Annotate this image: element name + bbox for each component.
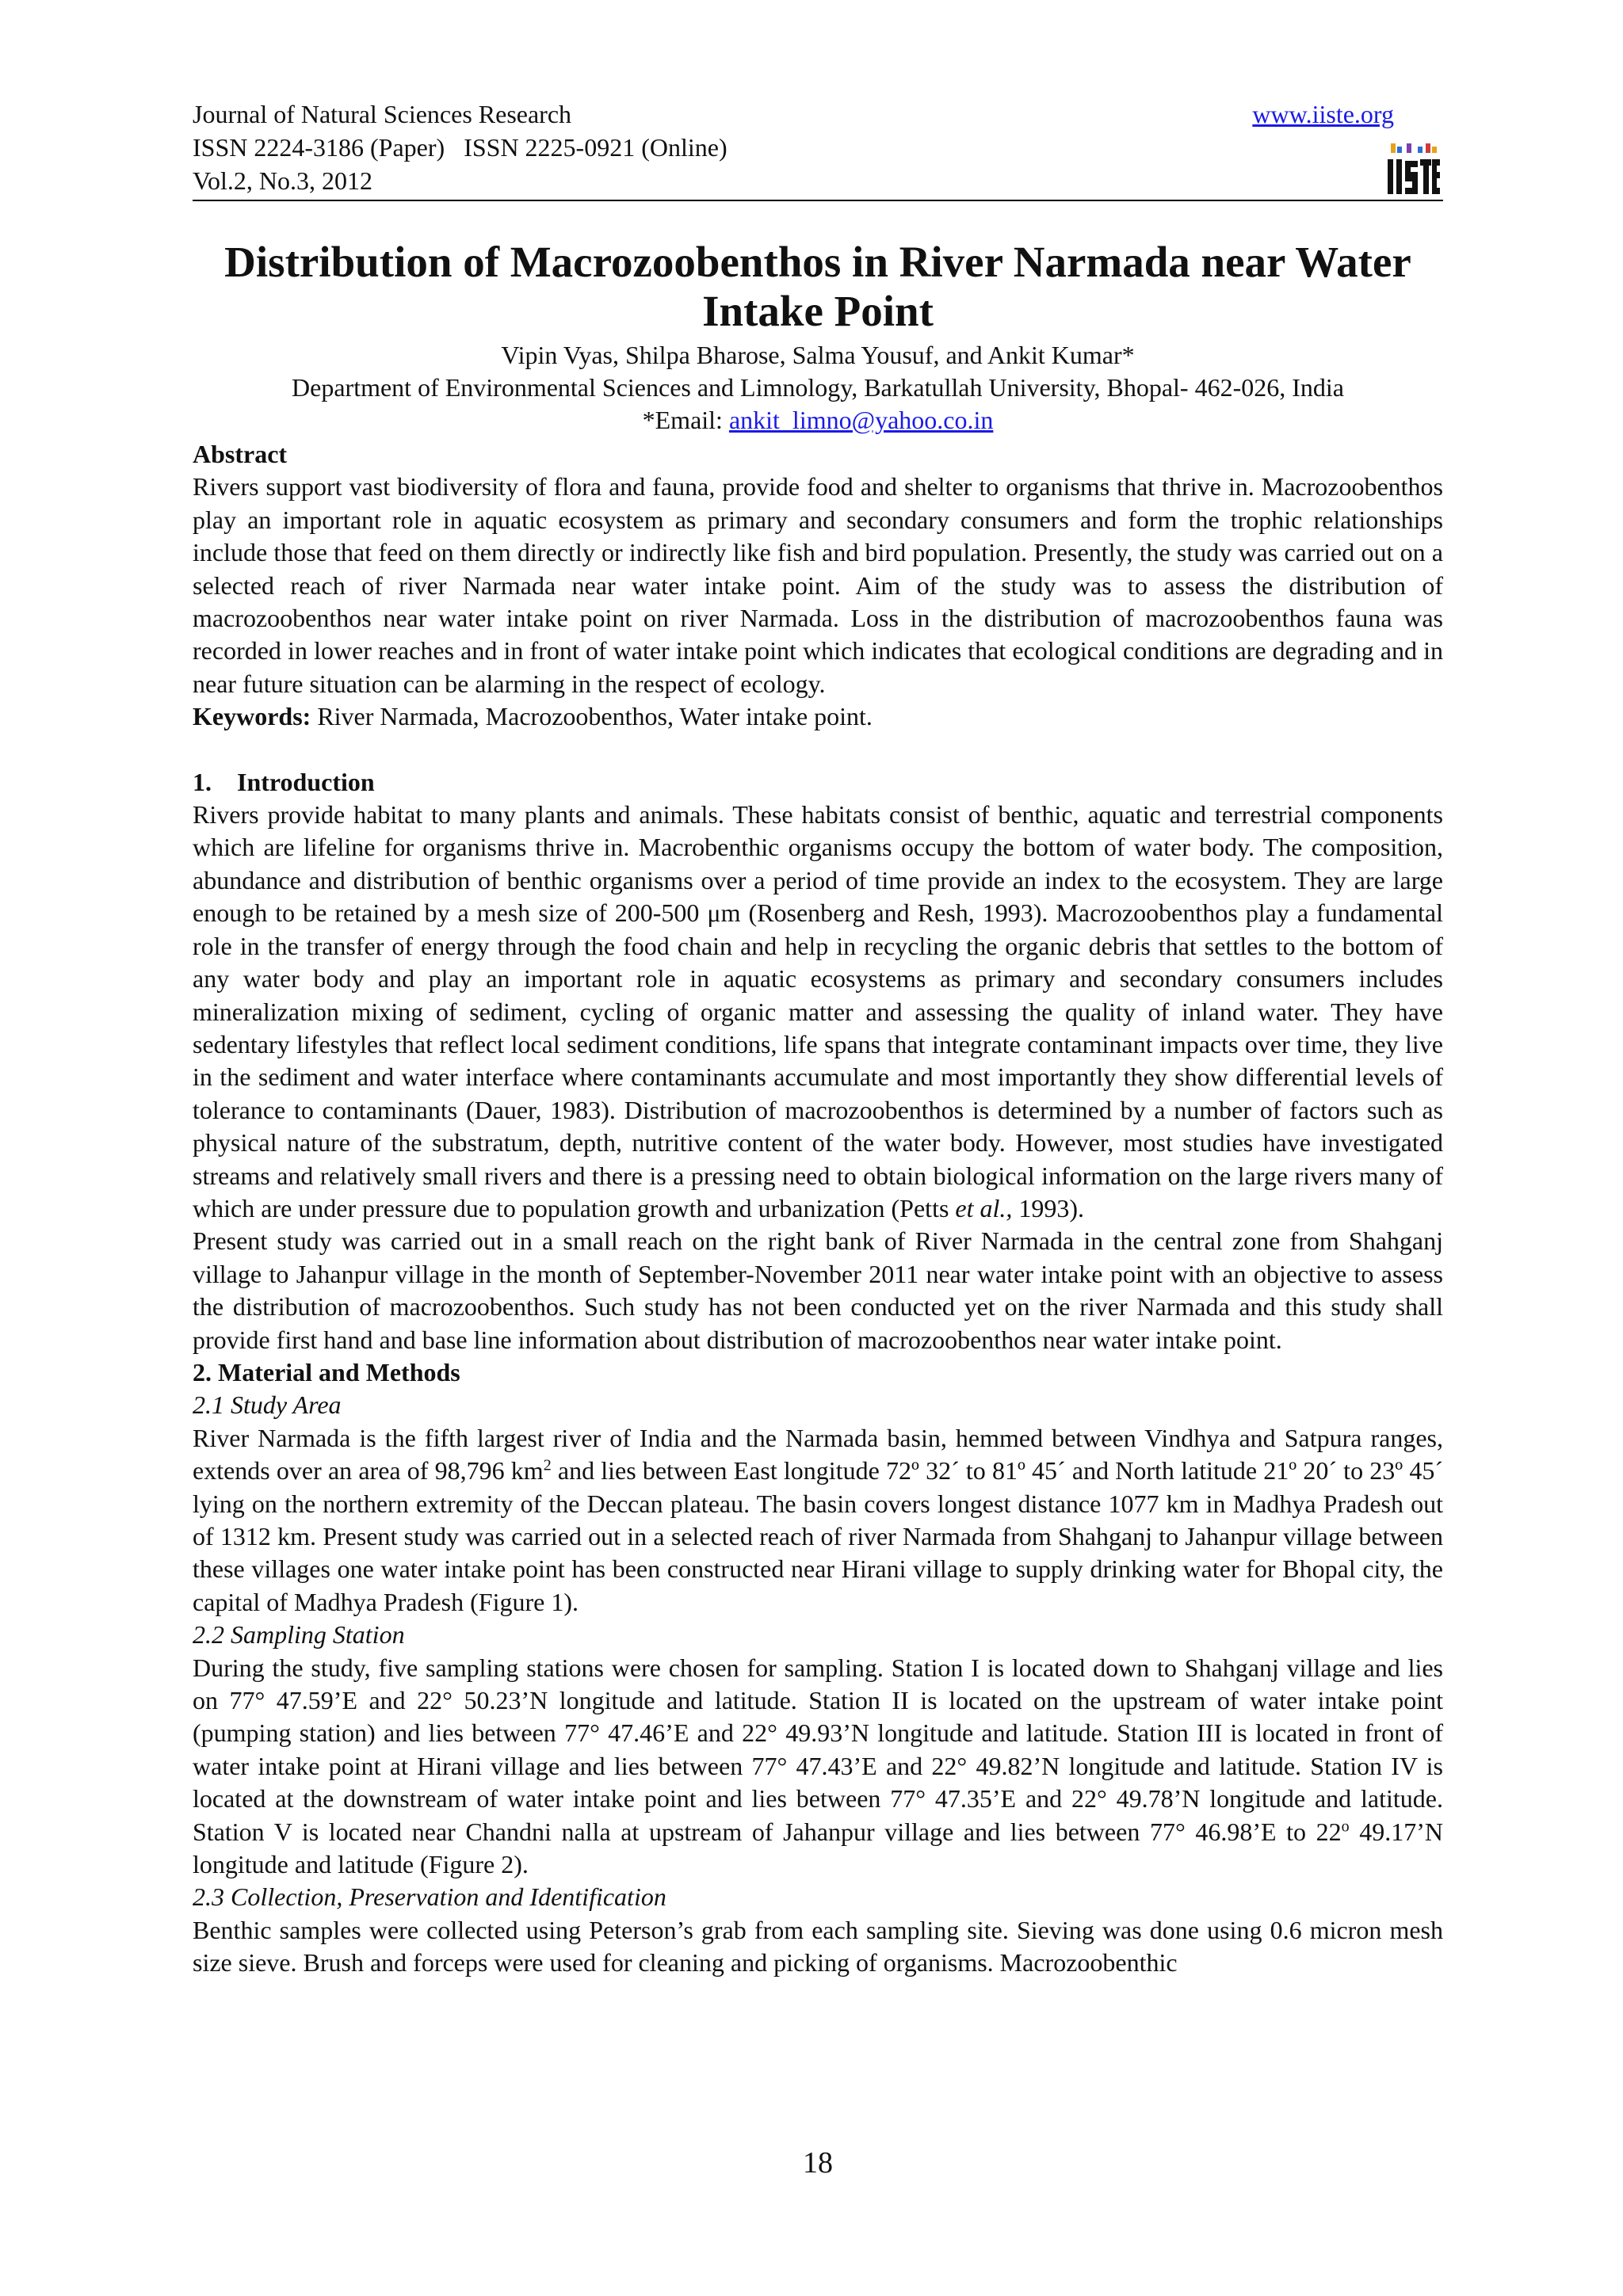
email-link[interactable]: ankit_limno@yahoo.co.in: [728, 406, 994, 434]
degree-superscript: o: [1341, 1817, 1350, 1835]
body-text: [193, 438, 1443, 1980]
sampling-station-paragraph: [193, 1652, 1443, 1882]
title-line-2: Intake Point: [702, 287, 934, 335]
study-area-paragraph: [193, 1422, 1443, 1619]
intro-paragraph-2: Present study was carried out in a small reach on the right bank of River Narmada in the central zone from Shahganj village to Jahanpur village in the month of September-November 2011 near water intake point with an objective to assess the distribution of macrozoobenthos. Such study has not been conducted yet on the river Narmada and this study shall provide first hand and base line information about distribution of macrozoobenthos near water intake point.: [193, 1226, 1443, 1354]
superscript: 2: [543, 1456, 552, 1474]
keywords-label: Keywords:: [193, 702, 311, 731]
study-area-text-end: and lies between East longitude 72º 32´ to 81º 45´ and North latitude 21º 20´ to 23º 45´ lying on the northern extremity of the Deccan plateau. The basin covers longest distance 1077 km in Madhya Pradesh out of 1312 km. Present study was carried out in a selected reach of river Narmada from Shahganj to Jahanpur village between these villages one water intake point has been constructed near Hirani village to supply drinking water for Bhopal city, the capital of Madhya Pradesh (Figure 1).: [193, 1456, 1444, 1616]
paper-title: [193, 238, 1443, 336]
iiste-logo: [1384, 142, 1440, 197]
journal-volume: Vol.2, No.3, 2012: [193, 166, 372, 195]
email-line: [193, 404, 1443, 436]
abstract-heading: Abstract: [193, 440, 288, 468]
journal-name: Journal of Natural Sciences Research: [193, 100, 572, 128]
intro-paragraph-1: [193, 799, 1443, 1225]
page-number: 18: [803, 2146, 833, 2180]
keywords: [193, 700, 1443, 733]
collection-paragraph: Benthic samples were collected using Peterson’s grab from each sampling site. Sieving was done using 0.6 micron mesh size sieve. Brush and forceps were used for cleaning and picking of organisms. Macrozoobenthic: [193, 1915, 1443, 1978]
abstract-text: Rivers support vast biodiversity of flora and fauna, provide food and shelter to organisms that thrive in. Macrozoobenthos play an important role in aquatic ecosystem as primary and secondary consumers and form the trophic relationships include those that feed on them directly or indirectly like fish and bird population. Presently, the study was carried out on a selected reach of river Narmada near water intake point. Aim of the study was to assess the distribution of macrozoobenthos near water intake point on river Narmada. Loss in the distribution of macrozoobenthos fauna was recorded in lower reaches and in front of water intake point which indicates that ecological conditions are degrading and in near future situation can be alarming in the respect of ecology.: [193, 472, 1443, 698]
sampling-station-text: During the study, five sampling stations were chosen for sampling. Station I is located down to Shahganj village and lies on 77° 47.59’E and 22° 50.23’N longitude and latitude. Station II is located on the upstream of water intake point (pumping station) and lies between 77° 47.46’E and 22° 49.93’N longitude and latitude. Station III is located in front of water intake point at Hirani village and lies between 77° 47.43’E and 22° 49.82’N longitude and latitude. Station IV is located at the downstream of water intake point and lies between 77° 47.35’E and 22° 49.78’N longitude and latitude. Station V is located near Chandni nalla at upstream of Jahanpur village and lies between 77° 46.98’E to 22: [193, 1653, 1443, 1846]
keywords-text: River Narmada, Macrozoobenthos, Water intake point.: [311, 702, 873, 731]
affiliation: Department of Environmental Sciences and Limnology, Barkatullah University, Bhopal- 462-026, India: [292, 373, 1344, 402]
title-line-1: Distribution of Macrozoobenthos in River Narmada near Water: [224, 238, 1411, 286]
subsection-heading-sampling-station: 2.2 Sampling Station: [193, 1620, 405, 1650]
intro-p1-text: Rivers provide habitat to many plants and animals. These habitats consist of benthic, aquatic and terrestrial components which are lifeline for organisms thrive in. Macrobenthic organisms occupy the bottom of water body. The composition, abundance and distribution of benthic organisms over a period of time provide an index to the ecosystem. They are large enough to be retained by a mesh size of 200-500 μm (Rosenberg and Resh, 1993). Macrozoobenthos play a fundamental role in the transfer of energy through the food chain and help in recycling the organic debris that settles to the bottom of any water body and play an important role in aquatic ecosystems as primary and secondary consumers includes mineralization mixing of sediment, cycling of organic matter and assessing the quality of inland water. They have sedentary lifestyles that reflect local sediment conditions, life spans that integrate contaminant impacts over time, they live in the sediment and water interface where contaminants accumulate and most importantly they show differential levels of tolerance to contaminants (Dauer, 1983). Distribution of macrozoobenthos is determined by a number of factors such as physical nature of the substratum, depth, nutritive content of the water body. However, most studies have investigated streams and relatively small rivers and there is a pressing need to obtain biological information on the large rivers many of which are under pressure due to population growth and urbanization (Petts: [193, 800, 1443, 1222]
subsection-heading-study-area: 2.1 Study Area: [193, 1390, 342, 1420]
subsection-heading-collection: 2.3 Collection, Preservation and Identification: [193, 1882, 666, 1912]
journal-url-link[interactable]: www.iiste.org: [1252, 100, 1394, 128]
sampling-station-text-end: 49.17’N longitude and latitude (Figure 2).: [193, 1817, 1444, 1879]
email-label: *Email:: [642, 406, 729, 434]
section-heading-introduction: 1. Introduction: [193, 767, 375, 796]
journal-header: [193, 97, 1443, 199]
intro-p1-end: 1993).: [1012, 1193, 1085, 1222]
study-area-text: River Narmada is the fifth largest river of India and the Narmada basin, hemmed between Vindhya and Satpura ranges, extends over an area of 98,796 km: [193, 1423, 1443, 1486]
authors: Vipin Vyas, Shilpa Bharose, Salma Yousuf, and Ankit Kumar*: [501, 341, 1135, 369]
intro-p1-etal: et al.,: [955, 1193, 1013, 1222]
section-heading-methods: 2. Material and Methods: [193, 1357, 460, 1386]
journal-issn: ISSN 2224-3186 (Paper) ISSN 2225-0921 (Online): [193, 133, 727, 162]
header-rule: [193, 200, 1443, 201]
